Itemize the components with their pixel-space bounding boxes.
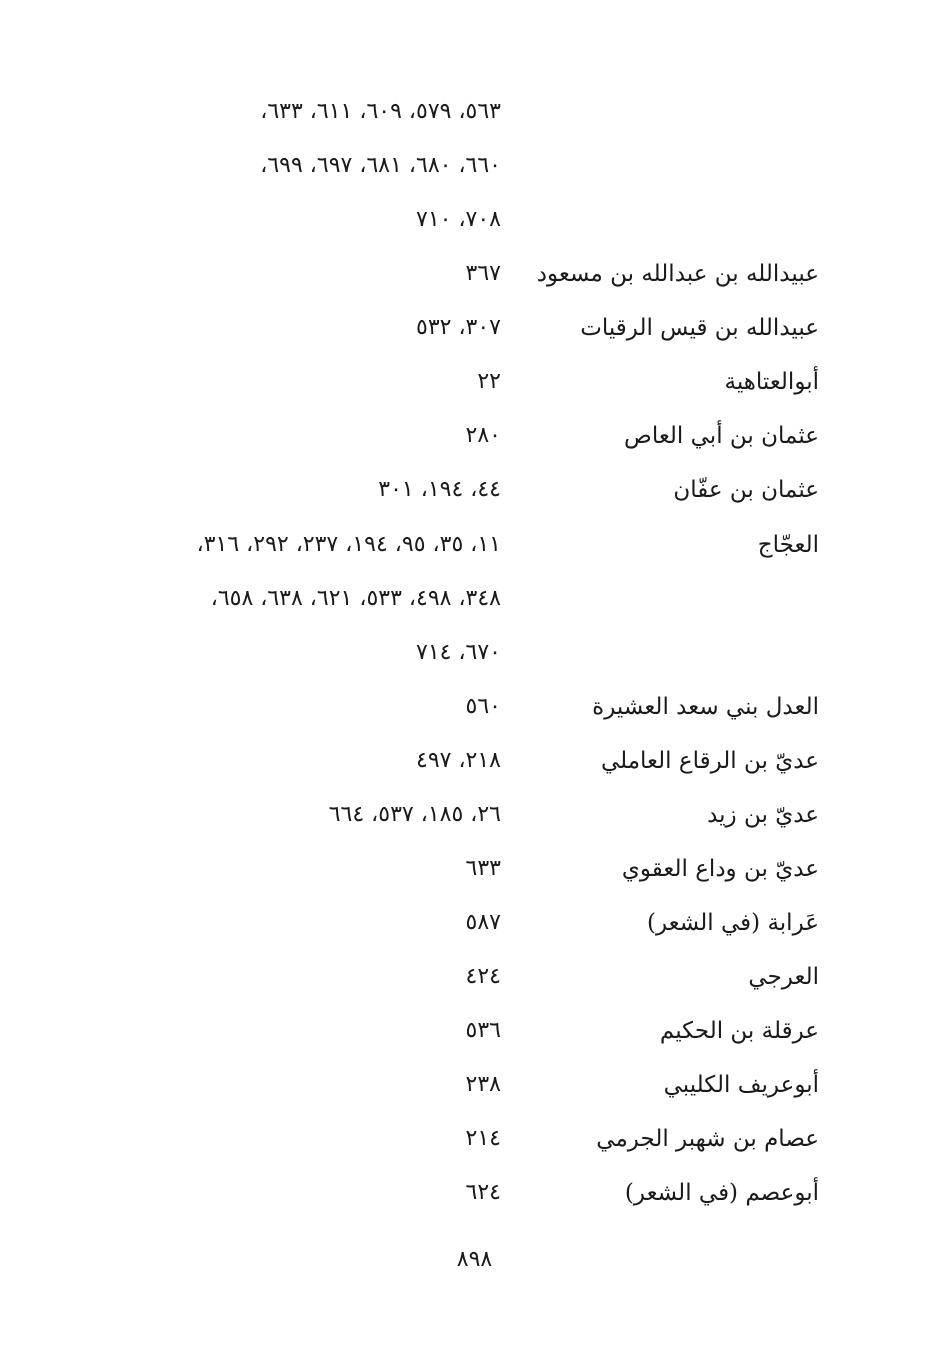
entry-name: عديّ بن زيد	[707, 802, 819, 828]
index-entry	[0, 362, 949, 402]
entry-name: عبيدالله بن عبدالله بن مسعود	[536, 261, 819, 287]
entry-name: عديّ بن الرقاع العاملي	[600, 748, 819, 774]
entry-pages: ٢١٨، ٤٩٧	[416, 748, 501, 773]
index-entry	[0, 687, 949, 727]
entry-pages: ٢٣٨	[465, 1072, 501, 1097]
entry-name: عديّ بن وداع العقوي	[621, 856, 819, 882]
index-entry	[0, 1173, 949, 1213]
entry-pages: ٢٢	[477, 369, 501, 394]
entry-pages: ٥٨٧	[465, 910, 501, 935]
entry-pages: ٣٤٨، ٤٩٨، ٥٣٣، ٦٢١، ٦٣٨، ٦٥٨،	[210, 586, 501, 611]
entry-name: عصام بن شهبر الجرمي	[596, 1126, 819, 1152]
index-entry	[0, 92, 949, 132]
entry-name: عرقلة بن الحكيم	[659, 1018, 819, 1044]
index-entry	[0, 1065, 949, 1105]
entry-name: عثمان بن عفّان	[673, 477, 819, 503]
entry-name: عبيدالله بن قيس الرقيات	[580, 315, 819, 341]
index-entry	[0, 903, 949, 943]
entry-pages: ٢٦، ١٨٥، ٥٣٧، ٦٦٤	[328, 802, 501, 827]
index-entry	[0, 146, 949, 186]
entry-name: أبوعريف الكليبي	[663, 1072, 819, 1098]
entry-pages: ٢١٤	[465, 1126, 501, 1151]
page-number: ٨٩٨	[456, 1247, 493, 1272]
index-entry	[0, 795, 949, 835]
index-entry	[0, 200, 949, 240]
entry-name: العرجي	[748, 964, 819, 990]
entry-name: العجّاج	[757, 532, 819, 558]
entry-name: أبوالعتاهية	[724, 369, 819, 395]
index-entry	[0, 633, 949, 673]
index-entry	[0, 525, 949, 565]
entry-pages: ٥٦٣، ٥٧٩، ٦٠٩، ٦١١، ٦٣٣،	[260, 99, 501, 124]
index-entry	[0, 470, 949, 510]
index-entry	[0, 254, 949, 294]
entry-name: أبوعصم (في الشعر)	[624, 1180, 819, 1206]
entry-pages: ٥٣٦	[465, 1018, 501, 1043]
entry-name: عثمان بن أبي العاص	[624, 423, 819, 449]
entry-pages: ٢٨٠	[465, 423, 501, 448]
index-entry	[0, 579, 949, 619]
index-entry	[0, 308, 949, 348]
entry-name: عَرابة (في الشعر)	[647, 910, 819, 936]
index-entry	[0, 957, 949, 997]
entry-pages: ٦٢٤	[465, 1180, 501, 1205]
entry-pages: ٦٣٣	[465, 856, 501, 881]
entry-pages: ٥٦٠	[465, 694, 501, 719]
entry-pages: ٦٧٠، ٧١٤	[416, 640, 501, 665]
entry-pages: ٤٢٤	[465, 964, 501, 989]
index-entry	[0, 1119, 949, 1159]
index-entry	[0, 741, 949, 781]
entry-pages: ١١، ٣٥، ٩٥، ١٩٤، ٢٣٧، ٢٩٢، ٣١٦،	[196, 532, 501, 557]
entry-pages: ٦٦٠، ٦٨٠، ٦٨١، ٦٩٧، ٦٩٩،	[260, 153, 501, 178]
entry-pages: ٧٠٨، ٧١٠	[416, 207, 501, 232]
index-entry	[0, 849, 949, 889]
entry-pages: ٤٤، ١٩٤، ٣٠١	[378, 477, 501, 502]
entry-pages: ٣٦٧	[465, 261, 501, 286]
index-entry	[0, 416, 949, 456]
index-entry	[0, 1011, 949, 1051]
entry-pages: ٣٠٧، ٥٣٢	[416, 315, 501, 340]
entry-name: العدل بني سعد العشيرة	[592, 694, 819, 720]
